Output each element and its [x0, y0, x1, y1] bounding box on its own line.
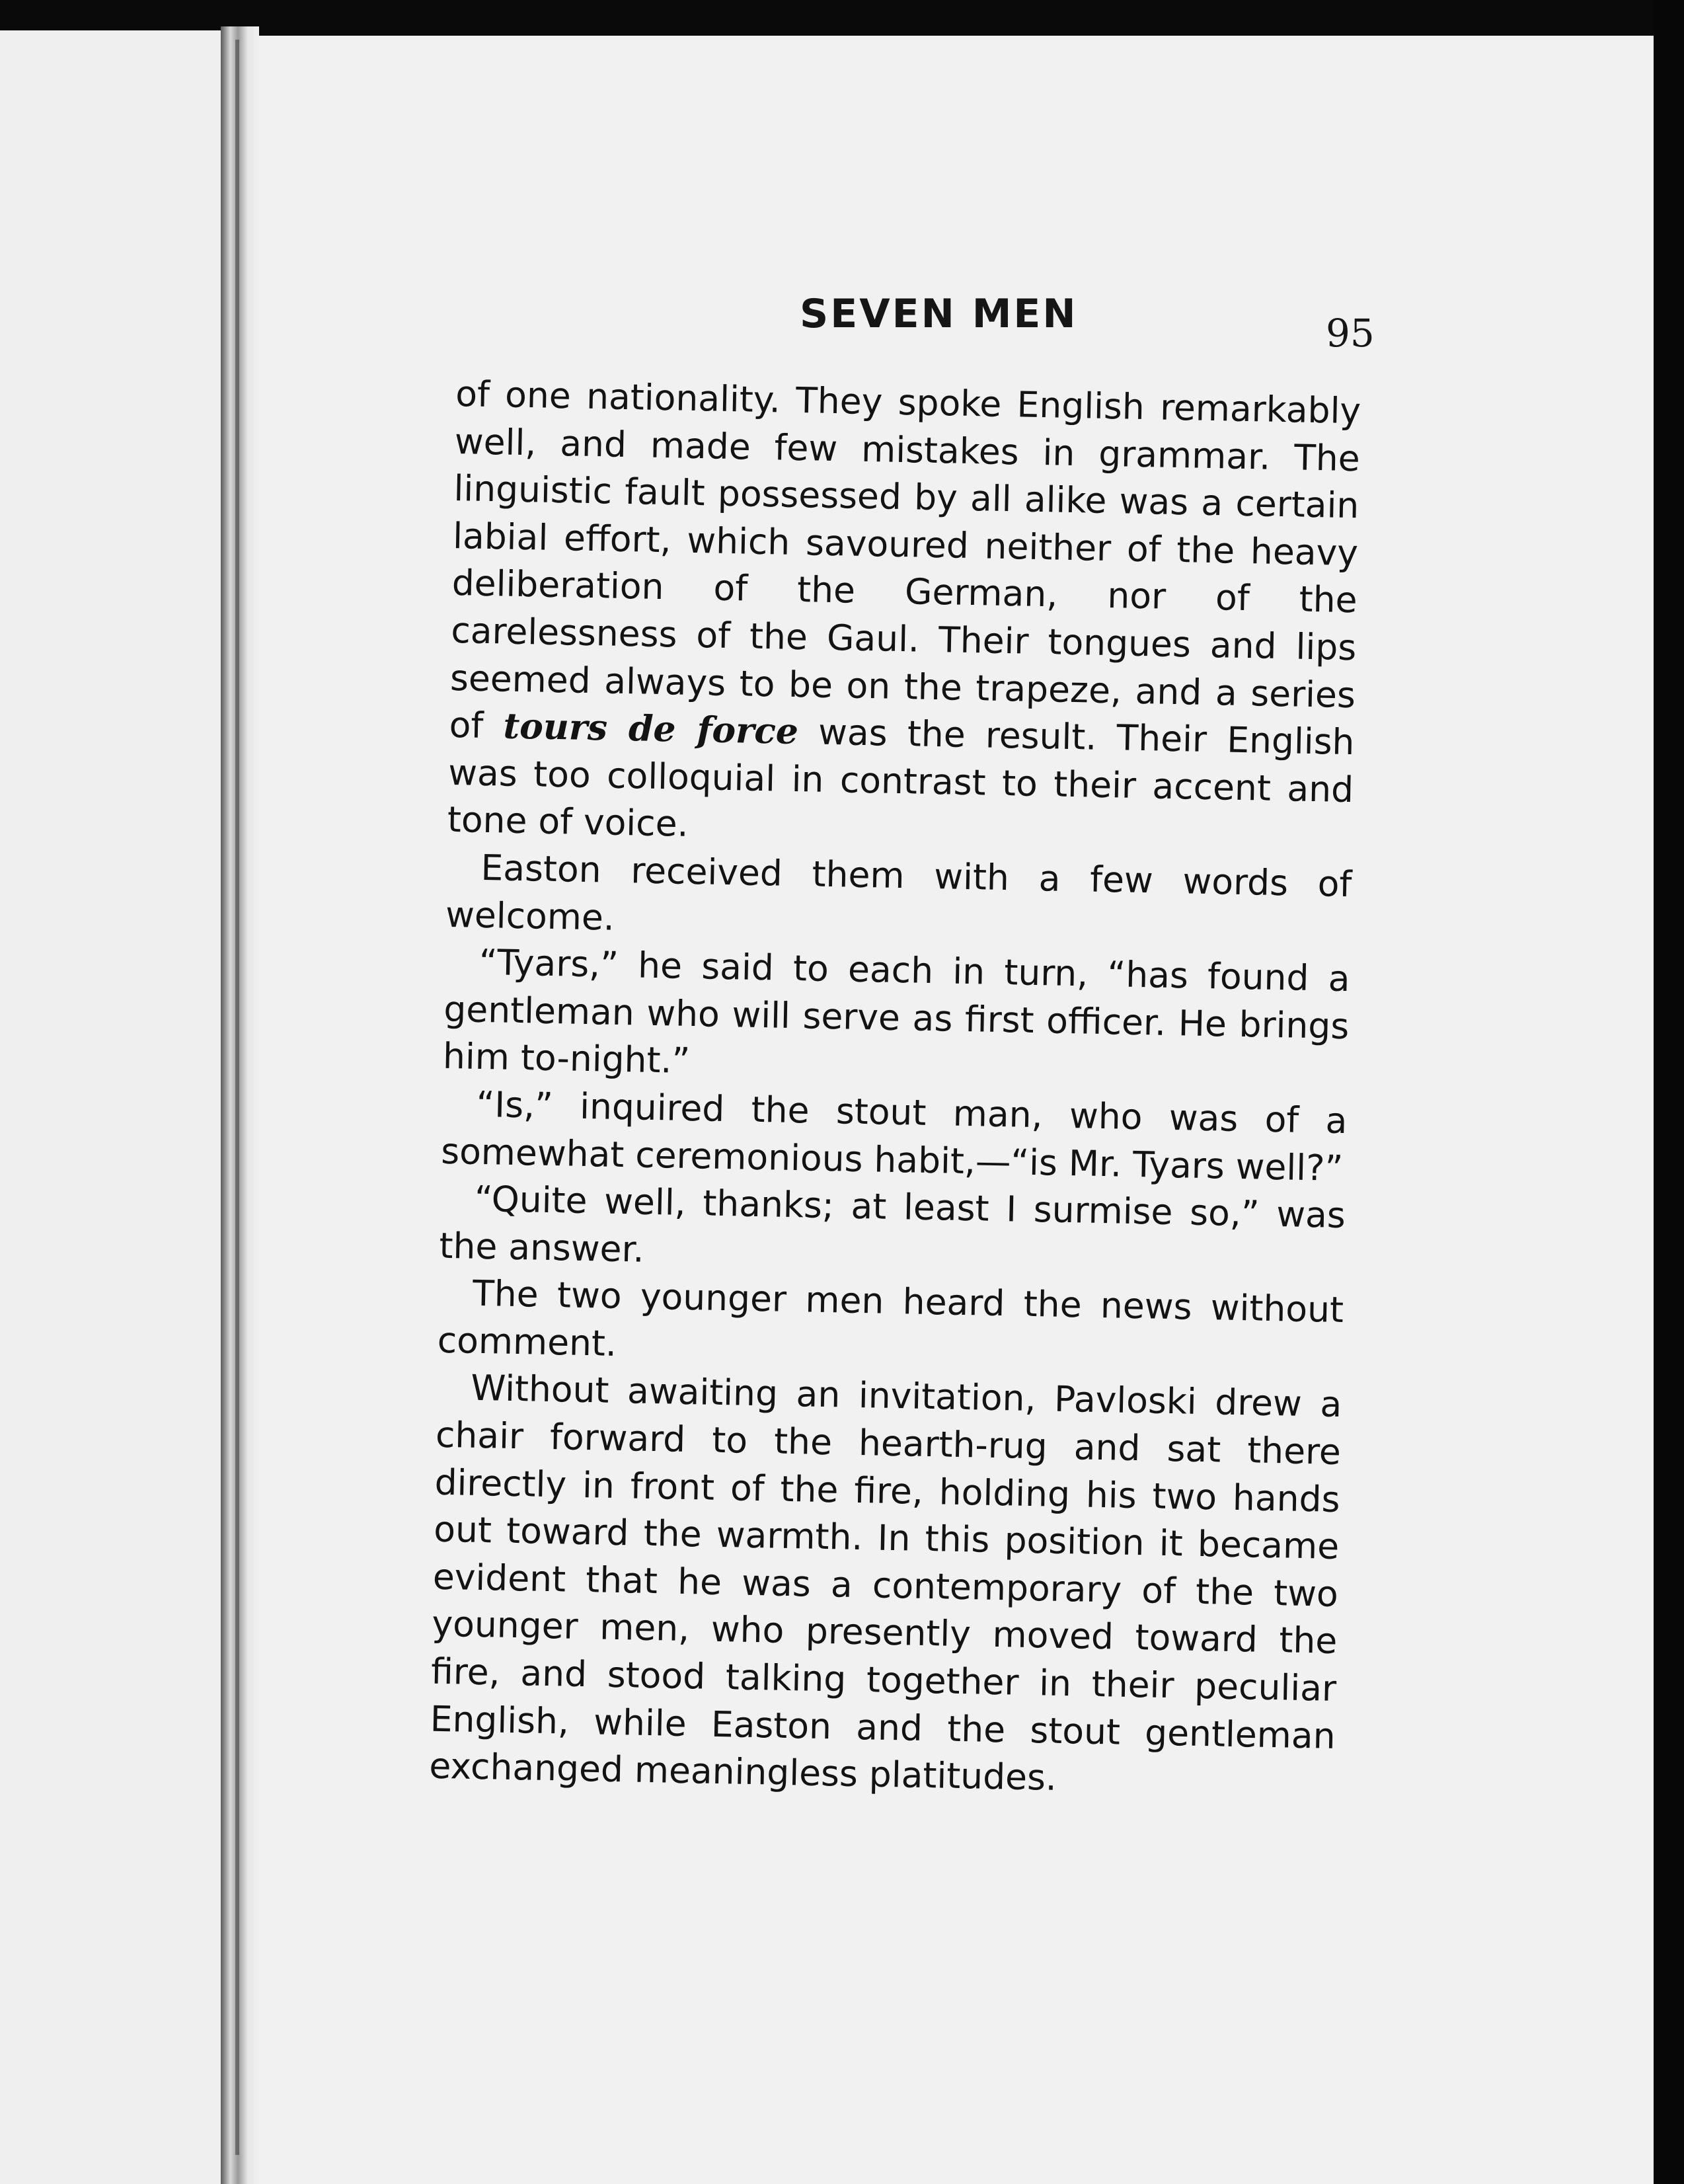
body-text: [429, 370, 1361, 1807]
paragraph-1-text-b: was the result. Their English was too colloquial in contrast to their accent and tone of voice.: [447, 711, 1356, 845]
paragraph-7: Without awaiting an invitation, Pavloski drew a chair forward to the hearth-rug and sat there directly in front of the fire, holding his two hands out toward the warmth. In this position it became evident that he was a contemporary of the two younger men, who presently moved toward the fire, and stood talking together in their peculiar English, while Easton and the stout gentleman exchanged meaningless platitudes.: [428, 1367, 1342, 1799]
paragraph-4: “Is,” inquired the stout man, who was of a somewhat ceremonious habit,—“is Mr. Tyars well?”: [440, 1083, 1348, 1189]
left-page-blank: [0, 30, 221, 2184]
paragraph-1-text-a: of one nationality. They spoke English remarkably well, and made few mistakes in grammar. The linguistic fault possessed by all alike was a certain labial effort, which savoured neither of the heavy deliberation of the German, nor of the carelessness of the Gaul. Their tongues and lips seemed always to be on the trapeze, and a series of: [449, 372, 1361, 747]
paragraph-5: “Quite well, thanks; at least I surmise so,” was the answer.: [438, 1177, 1346, 1270]
paragraph-1: [447, 370, 1361, 861]
paragraph-6: The two younger men heard the news without comment.: [437, 1272, 1344, 1364]
paragraph-1-italic-phrase: tours de force: [502, 705, 799, 753]
gutter-shadow: [235, 40, 239, 2155]
running-head: SEVEN MEN: [800, 291, 1078, 337]
page-edge-border: [1654, 0, 1684, 2184]
paragraph-3: “Tyars,” he said to each in turn, “has found a gentleman who will serve as first officer. He brings him to-night.”: [442, 941, 1351, 1082]
page-number: 95: [1326, 311, 1375, 356]
book-gutter: [221, 26, 259, 2184]
paragraph-2: Easton received them with a few words of welcome.: [445, 846, 1352, 939]
